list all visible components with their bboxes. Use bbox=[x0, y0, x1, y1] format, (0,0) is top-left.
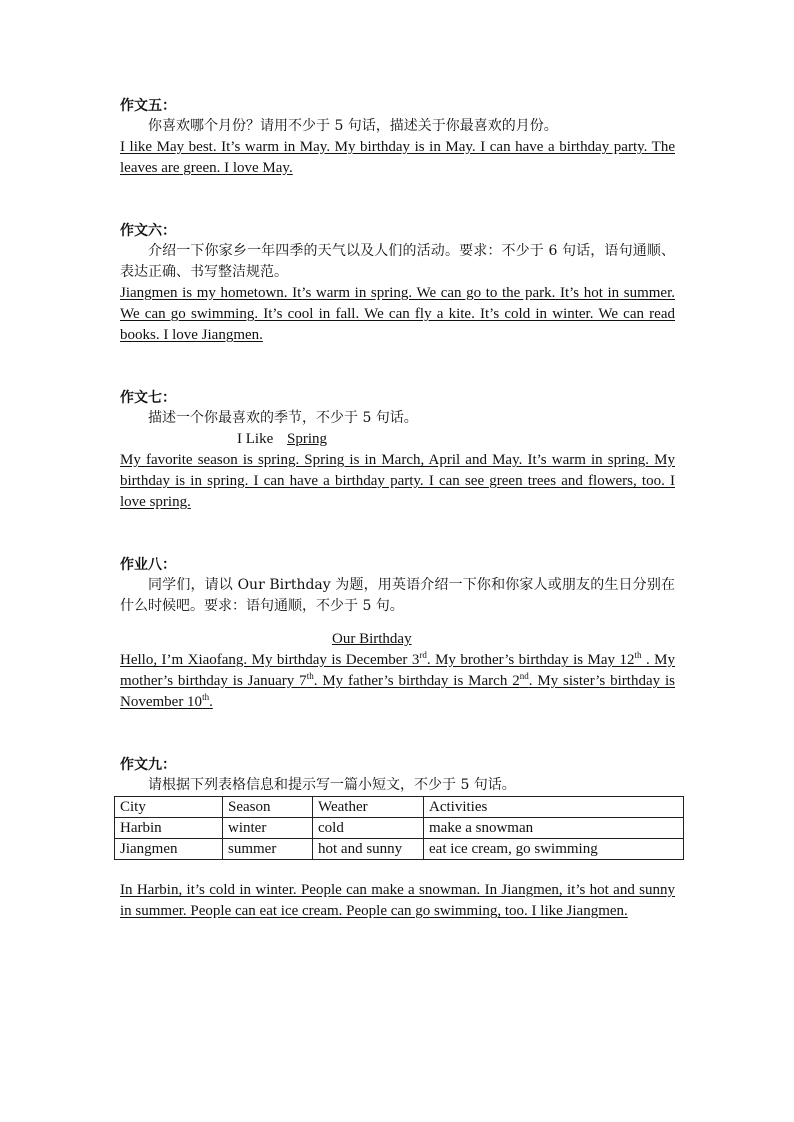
table-cell: Harbin bbox=[115, 818, 223, 839]
table-header-cell: Activities bbox=[424, 797, 684, 818]
section-answer-9: In Harbin, it’s cold in winter. People can make a snowman. In Jiangmen, it’s hot and sunny in summer. People can eat ice cream. People can go swimming, too. I like Jiangmen. bbox=[120, 882, 675, 919]
table-cell: Jiangmen bbox=[115, 839, 223, 860]
table-header-cell: Season bbox=[223, 797, 313, 818]
table-cell: winter bbox=[223, 818, 313, 839]
section-title-6: 作文六： bbox=[120, 223, 176, 239]
table-header-cell: Weather bbox=[313, 797, 424, 818]
document-page bbox=[120, 96, 675, 922]
section-prompt-5: 你喜欢哪个月份？请用不少于 5 句话，描述关于你最喜欢的月份。 bbox=[148, 118, 558, 134]
table-cell: summer bbox=[223, 839, 313, 860]
essay-heading-8 bbox=[120, 629, 675, 650]
section-prompt-9: 请根据下列表格信息和提示写一篇小短文，不少于 5 句话。 bbox=[148, 777, 516, 793]
essay-heading-7 bbox=[120, 429, 675, 450]
section-answer-6: Jiangmen is my hometown. It’s warm in spring. We can go to the park. It’s hot in summer. We can go swimming. It’s cool in fall. We can fly a kite. It’s cold in winter. We can read books. I love Jiangmen. bbox=[120, 285, 675, 343]
info-table bbox=[114, 796, 684, 860]
section-title-5: 作文五： bbox=[120, 98, 176, 114]
section-prompt-8: 同学们，请以 Our Birthday 为题，用英语介绍一下你和你家人或朋友的生日分别在什么时候吧。要求：语句通顺，不少于 5 句。 bbox=[120, 577, 675, 614]
section-title-8: 作业八： bbox=[120, 557, 176, 573]
table-header-cell: City bbox=[115, 797, 223, 818]
section-answer-8: Hello, I’m Xiaofang. My birthday is December 3rd. My brother’s birthday is May 12th . My mother’s birthday is January 7th. My father’s birthday is March 2nd. My sister’s birthday is November 10th. bbox=[120, 650, 676, 710]
table-row bbox=[115, 818, 684, 839]
table-row bbox=[115, 839, 684, 860]
section-answer-5: I like May best. It’s warm in May. My birthday is in May. I can have a birthday party. The leaves are green. I love May. bbox=[120, 139, 675, 176]
section-answer-7: My favorite season is spring. Spring is in March, April and May. It’s warm in spring. My birthday is in spring. I can have a birthday party. I can see green trees and flowers, too. I love spring. bbox=[120, 452, 675, 510]
section-title-9: 作文九： bbox=[120, 757, 176, 773]
table-cell: make a snowman bbox=[424, 818, 684, 839]
table-cell: eat ice cream, go swimming bbox=[424, 839, 684, 860]
essay-heading-blank: Spring bbox=[286, 431, 327, 447]
essay-heading-prefix: I Like bbox=[237, 431, 274, 447]
table-cell: cold bbox=[313, 818, 424, 839]
section-title-7: 作文七： bbox=[120, 390, 176, 406]
table-cell: hot and sunny bbox=[313, 839, 424, 860]
essay-heading-title: Our Birthday bbox=[332, 631, 412, 647]
section-prompt-7: 描述一个你最喜欢的季节，不少于 5 句话。 bbox=[148, 410, 418, 426]
section-prompt-6: 介绍一下你家乡一年四季的天气以及人们的活动。要求：不少于 6 句话，语句通顺、表达正确、书写整洁规范。 bbox=[120, 243, 675, 280]
table-header-row bbox=[115, 797, 684, 818]
